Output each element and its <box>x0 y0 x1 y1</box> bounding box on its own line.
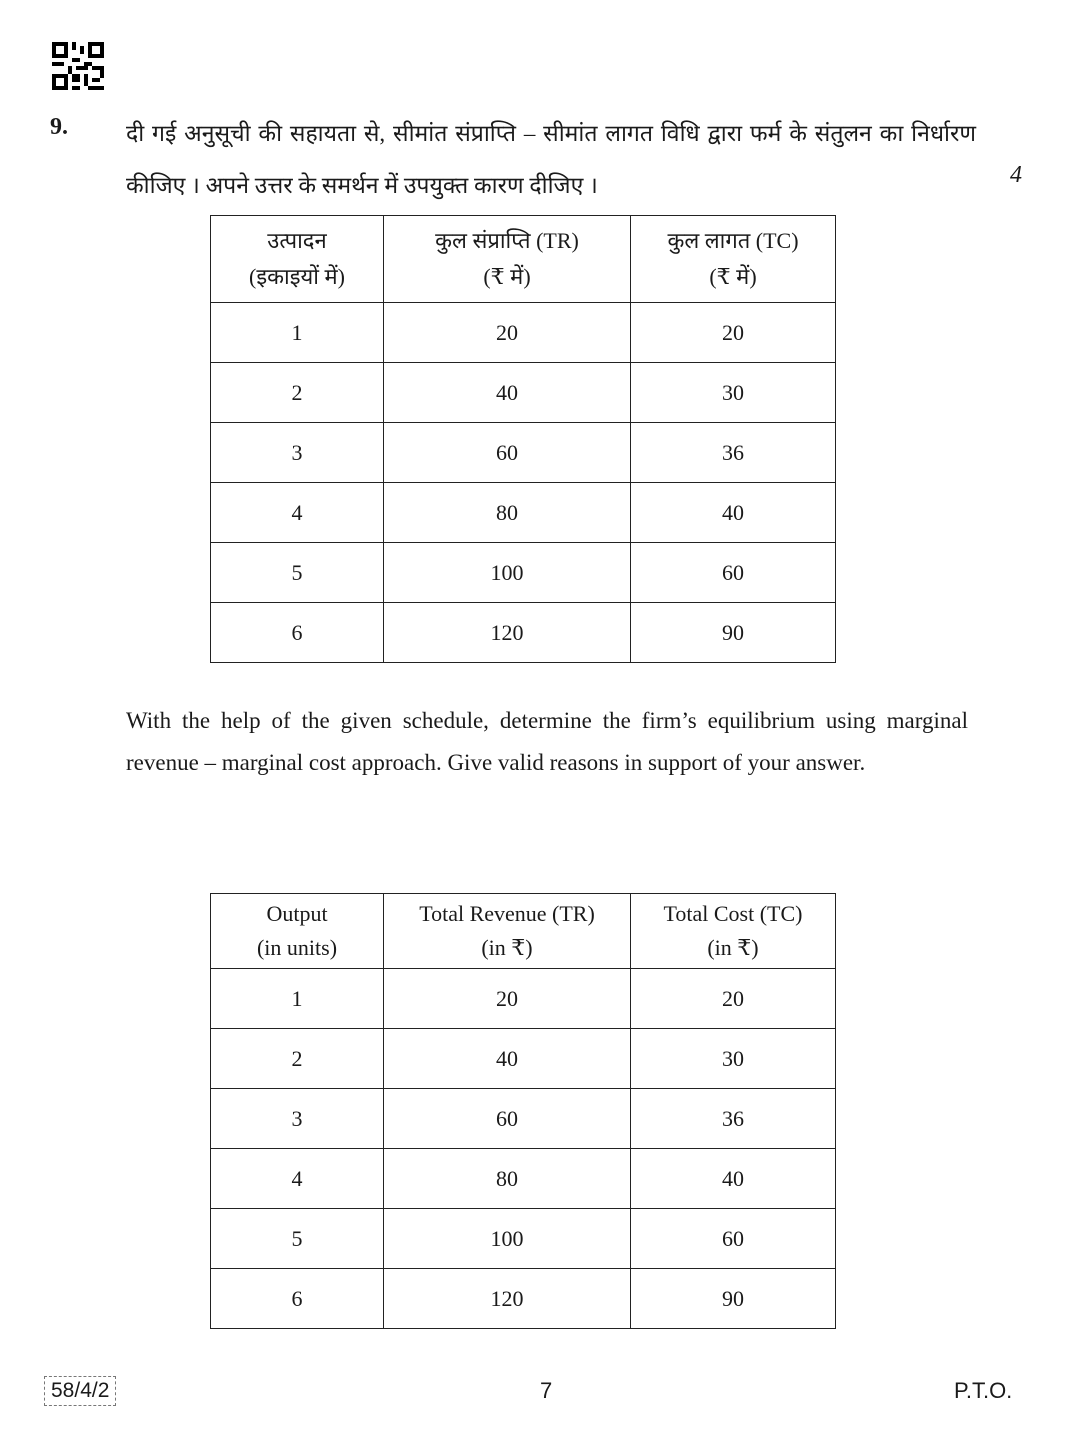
header-total-cost <box>631 894 836 969</box>
cell-output: 3 <box>211 1089 384 1149</box>
cell-tc: 60 <box>631 1209 836 1269</box>
table-row <box>211 969 836 1029</box>
table-row <box>211 1149 836 1209</box>
cell-tr: 20 <box>384 303 631 363</box>
header-total-revenue <box>384 894 631 969</box>
table-row <box>211 1209 836 1269</box>
header-line: उत्पादन <box>267 228 327 253</box>
cell-output: 5 <box>211 1209 384 1269</box>
cell-output: 2 <box>211 1029 384 1089</box>
cell-output: 5 <box>211 543 384 603</box>
cell-tc: 90 <box>631 603 836 663</box>
cell-tc: 40 <box>631 483 836 543</box>
cell-output: 2 <box>211 363 384 423</box>
cell-tr: 120 <box>384 603 631 663</box>
cell-tc: 20 <box>631 303 836 363</box>
table-row <box>211 363 836 423</box>
header-line: कुल लागत (TC) <box>667 228 799 253</box>
cell-tr: 80 <box>384 483 631 543</box>
page-number: 7 <box>540 1378 553 1403</box>
table-row <box>211 303 836 363</box>
header-line: (in units) <box>256 935 338 960</box>
question-marks: 4 <box>1010 162 1022 188</box>
cell-tr: 100 <box>384 1209 631 1269</box>
cell-tr: 40 <box>384 1029 631 1089</box>
header-line: (in ₹) <box>707 935 759 960</box>
header-line: (₹ में) <box>483 264 531 289</box>
schedule-table-english <box>210 893 836 1329</box>
question-number: 9. <box>50 114 68 140</box>
header-total-cost <box>631 216 836 303</box>
header-line: Total Revenue (TR) <box>419 901 595 926</box>
header-line: (₹ में) <box>709 264 757 289</box>
table-header-row <box>211 894 836 969</box>
schedule-table-hindi <box>210 215 836 663</box>
cell-tc: 20 <box>631 969 836 1029</box>
header-line: Total Cost (TC) <box>663 901 803 926</box>
cell-output: 4 <box>211 1149 384 1209</box>
cell-tr: 60 <box>384 1089 631 1149</box>
table-row <box>211 1029 836 1089</box>
question-text-hindi: दी गई अनुसूची की सहायता से, सीमांत संप्राप्ति – सीमांत लागत विधि द्वारा फर्म के संतुलन का निर्धारण कीजिए । अपने उत्तर के समर्थन में उपयुक्त कारण दीजिए । <box>126 121 976 198</box>
pto-label: P.T.O. <box>954 1378 1013 1403</box>
cell-output: 1 <box>211 969 384 1029</box>
cell-tc: 30 <box>631 363 836 423</box>
paper-code: 58/4/2 <box>44 1376 116 1406</box>
header-line: (in ₹) <box>481 935 533 960</box>
table-row <box>211 1269 836 1329</box>
cell-tr: 100 <box>384 543 631 603</box>
header-output <box>211 216 384 303</box>
table-row <box>211 483 836 543</box>
cell-tr: 80 <box>384 1149 631 1209</box>
cell-output: 6 <box>211 1269 384 1329</box>
cell-tc: 36 <box>631 423 836 483</box>
cell-tc: 36 <box>631 1089 836 1149</box>
qr-code-icon <box>52 42 104 90</box>
cell-tc: 40 <box>631 1149 836 1209</box>
header-output <box>211 894 384 969</box>
header-line: (इकाइयों में) <box>249 264 345 289</box>
cell-tr: 40 <box>384 363 631 423</box>
cell-tc: 30 <box>631 1029 836 1089</box>
cell-tr: 20 <box>384 969 631 1029</box>
cell-output: 4 <box>211 483 384 543</box>
table-row <box>211 603 836 663</box>
cell-tr: 60 <box>384 423 631 483</box>
cell-tr: 120 <box>384 1269 631 1329</box>
table-row <box>211 423 836 483</box>
cell-output: 3 <box>211 423 384 483</box>
header-total-revenue <box>384 216 631 303</box>
cell-output: 1 <box>211 303 384 363</box>
cell-output: 6 <box>211 603 384 663</box>
cell-tc: 60 <box>631 543 836 603</box>
table-header-row <box>211 216 836 303</box>
table-row <box>211 1089 836 1149</box>
question-text-english: With the help of the given schedule, determine the firm’s equilibrium using marginal revenue – marginal cost approach. Give valid reasons in support of your answer. <box>126 708 968 775</box>
cell-tc: 90 <box>631 1269 836 1329</box>
header-line: Output <box>266 901 328 926</box>
header-line: कुल संप्राप्ति (TR) <box>435 228 579 253</box>
table-row <box>211 543 836 603</box>
